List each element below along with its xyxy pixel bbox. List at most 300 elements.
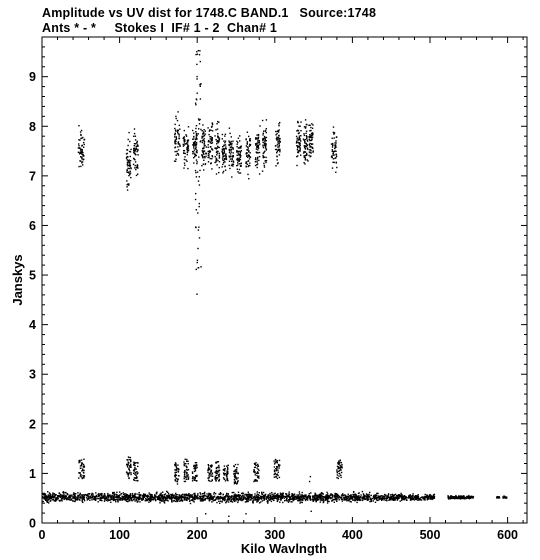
baseline-point (234, 501, 235, 502)
streak-point (195, 172, 196, 173)
baseline-point (232, 492, 233, 493)
baseline-point (62, 492, 63, 493)
upper-cluster-point (229, 161, 230, 162)
baseline-point (367, 500, 368, 501)
baseline-point (213, 500, 214, 501)
upper-cluster-point (256, 148, 257, 149)
baseline-point (325, 500, 326, 501)
upper-cluster-point (175, 130, 176, 131)
upper-cluster-point (249, 163, 250, 164)
baseline-point (497, 496, 498, 497)
upper-cluster-point (222, 157, 223, 158)
mid-cluster-point (127, 465, 128, 466)
baseline-point (291, 501, 292, 502)
baseline-point (84, 500, 85, 501)
streak-point (199, 170, 200, 171)
upper-cluster-point (277, 146, 278, 147)
x-tick-label: 100 (109, 528, 131, 542)
mid-cluster-point (209, 480, 210, 481)
upper-cluster-point (211, 127, 212, 128)
streak-point (195, 193, 196, 194)
mid-cluster-point (193, 478, 194, 479)
baseline-point (95, 492, 96, 493)
upper-cluster-point (277, 131, 278, 132)
upper-cluster-point (259, 125, 260, 126)
upper-cluster-point (202, 140, 203, 141)
mid-cluster-point (187, 461, 188, 462)
baseline-point (142, 497, 143, 498)
baseline-point (467, 496, 468, 497)
baseline-point (100, 497, 101, 498)
upper-cluster-point (210, 151, 211, 152)
baseline-point (140, 495, 141, 496)
baseline-point (79, 499, 80, 500)
upper-cluster-point (262, 138, 263, 139)
baseline-point (200, 493, 201, 494)
mid-cluster-point (276, 467, 277, 468)
upper-cluster-point (127, 183, 128, 184)
upper-cluster-point (265, 157, 266, 158)
upper-cluster-point (203, 129, 204, 130)
upper-cluster-point (215, 139, 216, 140)
mid-cluster-point (215, 480, 216, 481)
upper-cluster-point (174, 160, 175, 161)
upper-cluster-point (300, 121, 301, 122)
baseline-point (249, 494, 250, 495)
baseline-point (186, 494, 187, 495)
baseline-point (83, 494, 84, 495)
upper-cluster-point (202, 150, 203, 151)
upper-cluster-point (278, 135, 279, 136)
upper-cluster-point (217, 152, 218, 153)
upper-cluster-point (210, 138, 211, 139)
baseline-point (74, 497, 75, 498)
upper-cluster-point (279, 154, 280, 155)
upper-cluster-point (212, 156, 213, 157)
mid-cluster-point (338, 478, 339, 479)
baseline-point (82, 502, 83, 503)
mid-cluster-point (209, 468, 210, 469)
baseline-point (61, 498, 62, 499)
upper-cluster-point (219, 155, 220, 156)
mid-cluster-point (177, 481, 178, 482)
streak-point (195, 103, 196, 104)
baseline-point (130, 493, 131, 494)
mid-cluster-point (337, 463, 338, 464)
baseline-point (125, 493, 126, 494)
baseline-point (79, 498, 80, 499)
upper-cluster-point (248, 166, 249, 167)
baseline-point (377, 493, 378, 494)
baseline-point (334, 502, 335, 503)
upper-cluster-point (175, 124, 176, 125)
mid-cluster-point (130, 474, 131, 475)
upper-cluster-point (204, 138, 205, 139)
baseline-point (323, 502, 324, 503)
baseline-point (227, 499, 228, 500)
upper-cluster-point (196, 137, 197, 138)
baseline-point (210, 496, 211, 497)
mid-cluster-point (78, 472, 79, 473)
upper-cluster-point (134, 167, 135, 168)
mid-cluster-point (175, 480, 176, 481)
upper-cluster-point (277, 159, 278, 160)
mid-cluster-point (227, 471, 228, 472)
baseline-point (167, 500, 168, 501)
baseline-point (114, 493, 115, 494)
mid-cluster-point (211, 470, 212, 471)
mid-cluster-point (237, 481, 238, 482)
baseline-point (71, 499, 72, 500)
upper-cluster-point (129, 165, 130, 166)
baseline-point (378, 496, 379, 497)
upper-cluster-point (334, 142, 335, 143)
streak-point (196, 51, 197, 52)
baseline-point (332, 496, 333, 497)
baseline-point (43, 494, 44, 495)
mid-cluster-point (234, 483, 235, 484)
baseline-point (194, 495, 195, 496)
upper-cluster-point (312, 124, 313, 125)
baseline-point (211, 501, 212, 502)
upper-cluster-point (225, 144, 226, 145)
upper-cluster-point (229, 165, 230, 166)
upper-cluster-point (83, 155, 84, 156)
baseline-point (217, 498, 218, 499)
baseline-point (50, 500, 51, 501)
upper-cluster-point (133, 158, 134, 159)
baseline-point (299, 491, 300, 492)
upper-cluster-point (300, 130, 301, 131)
upper-cluster-point (309, 140, 310, 141)
baseline-point (98, 494, 99, 495)
baseline-point (134, 493, 135, 494)
baseline-point (158, 499, 159, 500)
baseline-point (248, 501, 249, 502)
upper-cluster-point (247, 157, 248, 158)
upper-cluster-point (262, 171, 263, 172)
baseline-point (339, 499, 340, 500)
upper-cluster-point (184, 156, 185, 157)
baseline-point (209, 500, 210, 501)
baseline-point (219, 494, 220, 495)
baseline-point (418, 494, 419, 495)
upper-cluster-point (296, 165, 297, 166)
upper-cluster-point (134, 128, 135, 129)
upper-cluster-point (184, 163, 185, 164)
mid-cluster-point (129, 459, 130, 460)
upper-cluster-point (136, 151, 137, 152)
upper-cluster-point (224, 166, 225, 167)
upper-cluster-point (129, 163, 130, 164)
baseline-point (262, 494, 263, 495)
upper-cluster-point (210, 146, 211, 147)
upper-cluster-point (176, 136, 177, 137)
mid-cluster-point (223, 472, 224, 473)
upper-cluster-point (257, 167, 258, 168)
upper-cluster-point (211, 138, 212, 139)
baseline-point (329, 497, 330, 498)
baseline-point (412, 495, 413, 496)
baseline-point (312, 497, 313, 498)
streak-point (196, 99, 197, 100)
baseline-point (129, 496, 130, 497)
baseline-point (302, 500, 303, 501)
upper-cluster-point (265, 147, 266, 148)
upper-cluster-point (298, 152, 299, 153)
upper-cluster-point (255, 159, 256, 160)
baseline-point (231, 496, 232, 497)
upper-cluster-point (310, 156, 311, 157)
baseline-point (336, 493, 337, 494)
mid-cluster-point (186, 475, 187, 476)
mid-cluster-point (212, 479, 213, 480)
baseline-point (310, 492, 311, 493)
baseline-point (297, 500, 298, 501)
streak-point (196, 269, 197, 270)
baseline-point (292, 493, 293, 494)
upper-cluster-point (135, 139, 136, 140)
upper-cluster-point (278, 137, 279, 138)
upper-cluster-point (127, 189, 128, 190)
upper-cluster-point (296, 130, 297, 131)
mid-cluster-point (341, 462, 342, 463)
baseline-point (162, 494, 163, 495)
baseline-point (464, 496, 465, 497)
upper-cluster-point (196, 144, 197, 145)
streak-point (198, 156, 199, 157)
mid-cluster-point (273, 460, 274, 461)
mid-cluster-point (177, 479, 178, 480)
baseline-point (153, 497, 154, 498)
baseline-point (342, 493, 343, 494)
mid-cluster-point (176, 472, 177, 473)
upper-cluster-point (208, 153, 209, 154)
baseline-point (299, 493, 300, 494)
upper-cluster-point (195, 131, 196, 132)
upper-cluster-point (82, 137, 83, 138)
baseline-point (374, 495, 375, 496)
upper-cluster-point (265, 146, 266, 147)
baseline-point (104, 501, 105, 502)
upper-cluster-point (248, 154, 249, 155)
baseline-point (87, 495, 88, 496)
upper-cluster-point (184, 141, 185, 142)
upper-cluster-point (257, 161, 258, 162)
upper-cluster-point (192, 139, 193, 140)
upper-cluster-point (177, 133, 178, 134)
upper-cluster-point (196, 135, 197, 136)
mid-cluster-point (184, 472, 185, 473)
upper-cluster-point (84, 139, 85, 140)
baseline-point (193, 493, 194, 494)
baseline-point (147, 498, 148, 499)
baseline-point (343, 497, 344, 498)
mid-cluster-point (279, 477, 280, 478)
upper-cluster-point (266, 128, 267, 129)
baseline-point (362, 497, 363, 498)
chart-subtitle: Ants * - * Stokes I IF# 1 - 2 Chan# 1 (42, 21, 278, 35)
mid-cluster-point (186, 459, 187, 460)
mid-cluster-point (187, 476, 188, 477)
baseline-point (362, 500, 363, 501)
upper-cluster-point (186, 149, 187, 150)
mid-cluster-point (257, 466, 258, 467)
mid-cluster-point (257, 477, 258, 478)
baseline-point (287, 500, 288, 501)
upper-cluster-point (196, 142, 197, 143)
upper-cluster-point (300, 155, 301, 156)
baseline-point (268, 494, 269, 495)
baseline-point (65, 492, 66, 493)
baseline-point (299, 500, 300, 501)
mid-cluster-point (193, 465, 194, 466)
baseline-point (55, 494, 56, 495)
mid-cluster-point (254, 464, 255, 465)
upper-cluster-point (82, 164, 83, 165)
mid-cluster-point (217, 474, 218, 475)
y-tick-label: 6 (29, 218, 36, 233)
upper-cluster-point (186, 147, 187, 148)
baseline-point (222, 497, 223, 498)
mid-cluster-point (83, 464, 84, 465)
baseline-point (155, 498, 156, 499)
baseline-point (251, 495, 252, 496)
upper-cluster-point (309, 146, 310, 147)
upper-cluster-point (224, 144, 225, 145)
baseline-point (110, 502, 111, 503)
mid-cluster-point (278, 464, 279, 465)
baseline-point (211, 497, 212, 498)
upper-cluster-point (333, 133, 334, 134)
mid-cluster-point (194, 467, 195, 468)
baseline-point (92, 496, 93, 497)
upper-cluster-point (80, 135, 81, 136)
baseline-point (318, 494, 319, 495)
mid-cluster-point (219, 474, 220, 475)
mid-cluster-point (234, 473, 235, 474)
baseline-point (289, 497, 290, 498)
upper-cluster-point (204, 135, 205, 136)
upper-cluster-point (229, 152, 230, 153)
baseline-point (103, 496, 104, 497)
upper-cluster-point (192, 130, 193, 131)
upper-cluster-point (84, 144, 85, 145)
baseline-point (171, 497, 172, 498)
upper-cluster-point (178, 138, 179, 139)
upper-cluster-point (248, 151, 249, 152)
upper-cluster-point (276, 133, 277, 134)
baseline-point (247, 494, 248, 495)
baseline-point (350, 501, 351, 502)
upper-cluster-point (184, 143, 185, 144)
mid-cluster-point (130, 457, 131, 458)
upper-cluster-point (224, 159, 225, 160)
upper-cluster-point (297, 155, 298, 156)
outlier-point (205, 513, 206, 514)
upper-cluster-point (309, 139, 310, 140)
baseline-point (231, 495, 232, 496)
upper-cluster-point (78, 139, 79, 140)
baseline-point (80, 493, 81, 494)
baseline-point (49, 492, 50, 493)
mid-cluster-point (218, 476, 219, 477)
mid-cluster-point (129, 466, 130, 467)
baseline-point (57, 498, 58, 499)
upper-cluster-point (228, 144, 229, 145)
upper-cluster-point (331, 155, 332, 156)
baseline-point (68, 497, 69, 498)
mid-cluster-point (195, 468, 196, 469)
streak-point (198, 229, 199, 230)
baseline-point (88, 496, 89, 497)
upper-cluster-point (216, 164, 217, 165)
baseline-point (175, 498, 176, 499)
upper-cluster-point (226, 156, 227, 157)
baseline-point (433, 494, 434, 495)
baseline-point (298, 495, 299, 496)
baseline-point (154, 497, 155, 498)
upper-cluster-point (222, 159, 223, 160)
baseline-point (358, 499, 359, 500)
mid-cluster-point (195, 480, 196, 481)
baseline-point (224, 500, 225, 501)
streak-point (199, 203, 200, 204)
x-tick-label: 200 (186, 528, 208, 542)
upper-cluster-point (219, 161, 220, 162)
baseline-point (169, 497, 170, 498)
baseline-point (212, 497, 213, 498)
baseline-point (95, 496, 96, 497)
streak-point (200, 86, 201, 87)
upper-cluster-point (215, 147, 216, 148)
baseline-point (228, 494, 229, 495)
mid-cluster-point (82, 478, 83, 479)
baseline-point (356, 502, 357, 503)
baseline-point (453, 497, 454, 498)
upper-cluster-point (208, 161, 209, 162)
upper-cluster-point (300, 140, 301, 141)
baseline-point (218, 501, 219, 502)
mid-cluster-point (83, 477, 84, 478)
baseline-point (256, 501, 257, 502)
upper-cluster-point (211, 158, 212, 159)
upper-cluster-point (306, 136, 307, 137)
baseline-point (351, 496, 352, 497)
baseline-point (125, 499, 126, 500)
upper-cluster-point (232, 141, 233, 142)
upper-cluster-point (175, 143, 176, 144)
upper-cluster-point (311, 138, 312, 139)
upper-cluster-point (225, 146, 226, 147)
upper-cluster-point (309, 134, 310, 135)
baseline-point (162, 499, 163, 500)
mid-cluster-point (83, 472, 84, 473)
upper-cluster-point (177, 111, 178, 112)
upper-cluster-point (262, 120, 263, 121)
baseline-point (69, 495, 70, 496)
mid-cluster-point (184, 474, 185, 475)
upper-cluster-point (246, 166, 247, 167)
baseline-point (252, 498, 253, 499)
baseline-point (343, 499, 344, 500)
upper-cluster-point (266, 119, 267, 120)
mid-cluster-point (216, 478, 217, 479)
baseline-point (257, 491, 258, 492)
baseline-point (324, 497, 325, 498)
upper-cluster-point (183, 167, 184, 168)
upper-cluster-point (276, 149, 277, 150)
